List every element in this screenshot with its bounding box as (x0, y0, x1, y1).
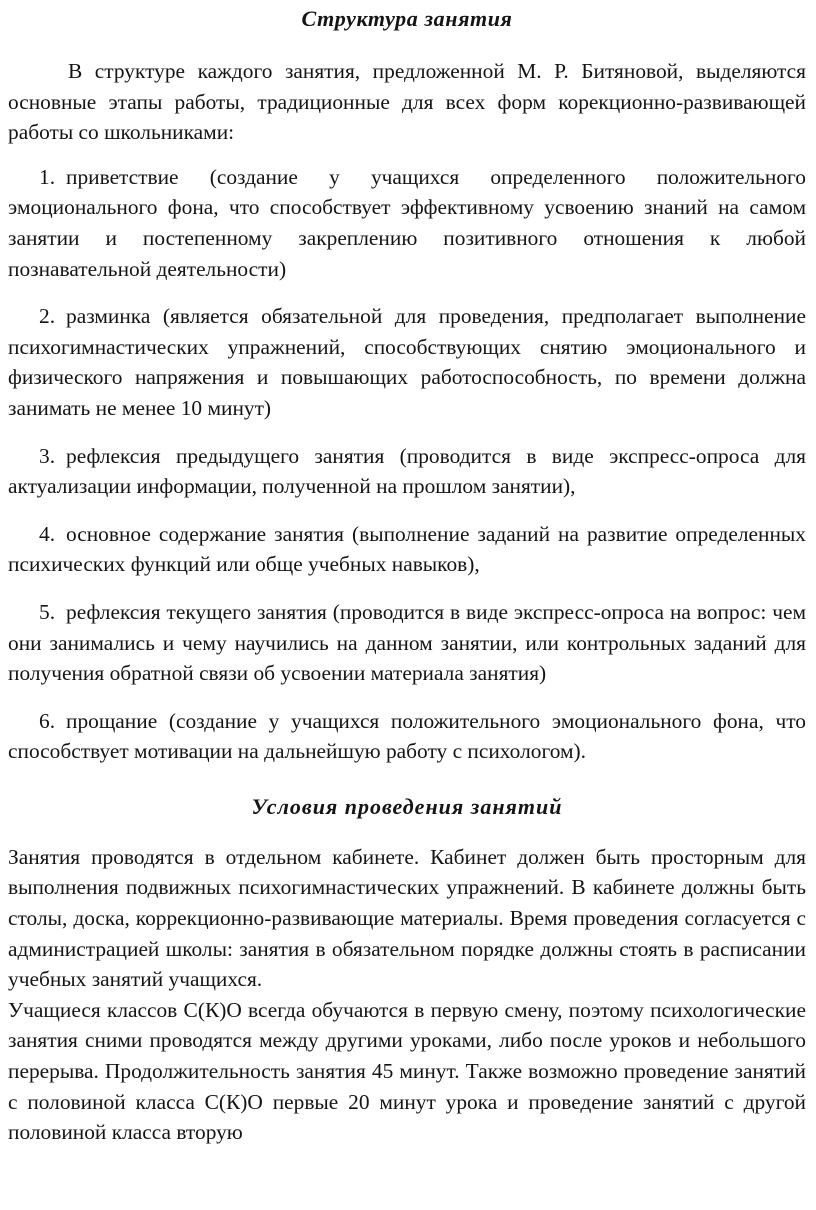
stage-number: 5. (39, 599, 56, 624)
section-title-conditions: Условия проведения занятий (251, 793, 563, 819)
stage-text: основное содержание занятия (выполнение заданий на развитие определенных психических функций или обще учебных навыков), (8, 521, 806, 577)
stage-number: 2. (39, 304, 56, 329)
stage-item-greeting (8, 162, 806, 284)
stage-text: рефлексия текущего занятия (проводится в виде экспресс-опроса на вопрос: чем они занимались и чему научились на данном занятии, или контрольных заданий для получения обратной связи об усвоении материала занятия) (8, 599, 806, 686)
stage-number: 6. (39, 708, 56, 733)
stage-item-warmup (8, 301, 806, 423)
conditions-paragraph-room: Занятия проводятся в отдельном кабинете. Кабинет должен быть просторным для выполнения подвижных психогимнастических упражнений. В кабинете должны быть столы, доска, коррекционно-развивающие материалы. Время проведения согласуется с администрацией школы: занятия в обязательном порядке должны стоять в расписании учебных занятий учащихся. (8, 844, 806, 992)
stage-text: рефлексия предыдущего занятия (проводится в виде экспресс-опроса для актуализации информации, полученной на прошлом занятии), (8, 443, 806, 499)
stage-item-current-reflection (8, 597, 806, 689)
intro-paragraph: В структуре каждого занятия, предложенной М. Р. Битяновой, выделяются основные этапы работы, традиционные для всех форм корекционно-развивающей работы со школьниками: (8, 59, 806, 145)
lesson-stages-list (8, 162, 806, 767)
stage-text: приветствие (создание у учащихся определенного положительного эмоционального фона, что способствует эффективному усвоению знаний на самом занятии и постепенному закреплению позитивного отношения к любой познавательной деятельности) (8, 164, 806, 281)
stage-number: 4. (39, 521, 56, 546)
stage-text: разминка (является обязательной для проведения, предполагает выполнение психогимнастических упражнений, способствующих снятию эмоционального и физического напряжения и повышающих работоспособность, по времени должна занимать не менее 10 минут) (8, 304, 806, 420)
stage-item-main-content (8, 519, 806, 580)
stage-item-previous-reflection (8, 441, 806, 502)
conditions-paragraph-schedule: Учащиеся классов С(К)О всегда обучаются в первую смену, поэтому психологические занятия сними проводятся между другими уроками, либо после уроков и небольшого перерыва. Продолжительность занятия 45 минут. Также возможно проведение занятий с половиной класса С(К)О первые 20 минут урока и проведение занятий с другой половиной класса вторую (8, 997, 806, 1145)
section-title-lesson-structure: Структура занятия (301, 6, 513, 31)
stage-number: 1. (39, 164, 56, 189)
stage-number: 3. (39, 443, 56, 468)
stage-item-farewell (8, 706, 806, 767)
stage-text: прощание (создание у учащихся положительного эмоционального фона, что способствует мотивации на дальнейшую работу с психологом). (8, 708, 806, 764)
